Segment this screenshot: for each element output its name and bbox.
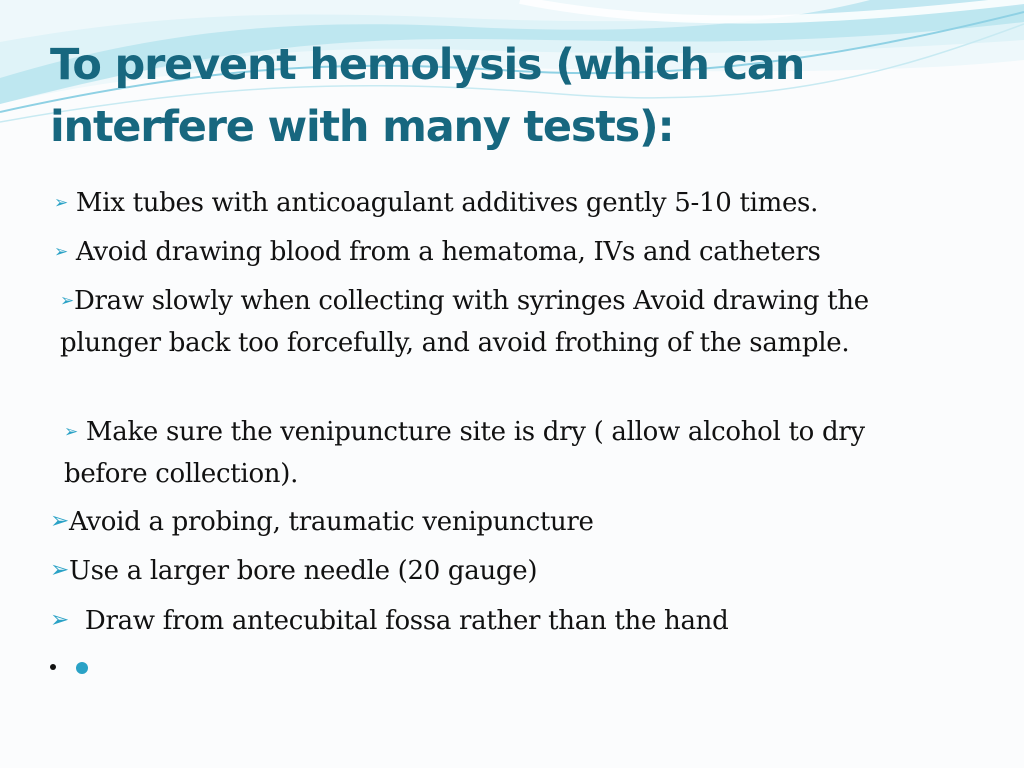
bullet-item-4 (64, 411, 934, 495)
arrow-bullet-icon: ➢ (54, 242, 68, 262)
bullet-item-5 (50, 501, 950, 543)
bullet-text-5: Avoid a probing, traumatic venipuncture (68, 507, 594, 537)
arrow-bullet-icon: ➢ (60, 291, 74, 311)
bullet-text-4: Make sure the venipuncture site is dry ( allow alcohol to dry before collection). (64, 417, 865, 489)
bullet-text-2: Avoid drawing blood from a hematoma, IVs and catheters (75, 237, 821, 267)
arrow-bullet-icon: ➢ (50, 508, 69, 534)
bullet-item-3 (60, 280, 930, 364)
bullet-item-7 (50, 600, 950, 642)
arrow-bullet-icon: ➢ (50, 557, 69, 583)
bullet-item-6 (50, 550, 950, 592)
arrow-bullet-icon: ➢ (50, 607, 69, 633)
slide-title: To prevent hemolysis (which can interfere with many tests): (50, 40, 805, 152)
arrow-bullet-icon: ➢ (64, 422, 78, 442)
bullet-text-6: Use a larger bore needle (20 gauge) (68, 556, 538, 586)
bullet-text-7: Draw from antecubital fossa rather than the hand (84, 606, 729, 636)
bullet-text-1: Mix tubes with anticoagulant additives gently 5-10 times. (75, 188, 819, 218)
bullet-item-2 (54, 231, 984, 273)
bullet-text-3: Draw slowly when collecting with syringes Avoid drawing the plunger back too forcefully, and avoid frothing of the sample. (60, 286, 869, 358)
empty-bullet-dot-icon (76, 662, 88, 674)
arrow-bullet-icon: ➢ (54, 193, 68, 213)
bullet-item-1 (54, 182, 954, 224)
small-dot-bullet-icon (50, 664, 56, 670)
